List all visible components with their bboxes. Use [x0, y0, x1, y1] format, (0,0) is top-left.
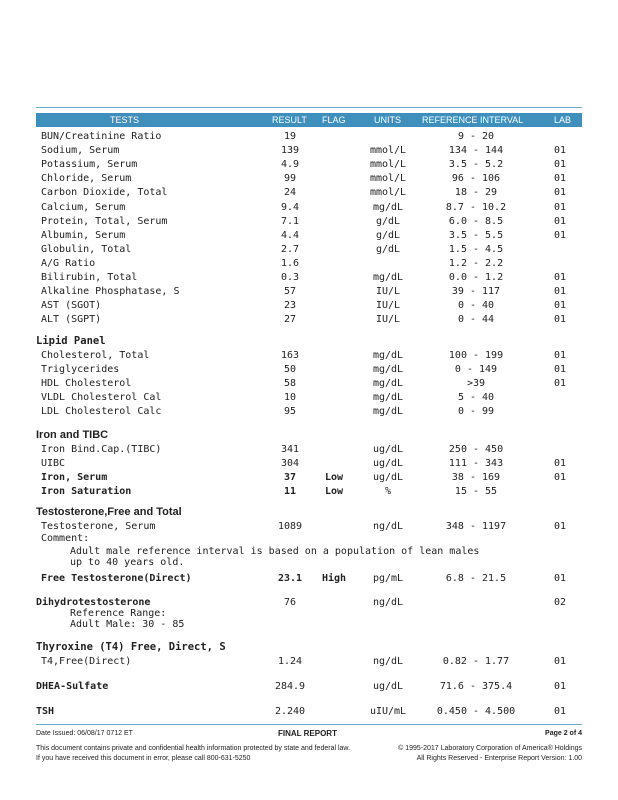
units: g/dL [375, 243, 401, 255]
table-row [36, 257, 582, 270]
test-name: Iron, Serum [41, 472, 108, 484]
header-tests: TESTS [110, 115, 140, 125]
table-row [36, 243, 582, 256]
result-value: 139 [280, 145, 300, 157]
reference-range-label: Reference Range: [70, 608, 167, 619]
units: mmol/L [369, 173, 407, 185]
test-name: Albumin, Serum [41, 229, 126, 241]
flag: Low [324, 472, 344, 484]
comment-line: up to 40 years old. [70, 557, 185, 568]
table-row [36, 520, 582, 533]
reference-interval: 0.450 - 4.500 [436, 706, 516, 717]
test-name: Potassium, Serum [41, 159, 138, 171]
rights-notice: All Rights Reserved - Enterprise Report Version: 1.00 [416, 755, 582, 762]
lab-code: 01 [553, 272, 567, 283]
result-value: 4.9 [280, 159, 300, 171]
copyright-notice: © 1995-2017 Laboratory Corporation of America® Holdings [398, 745, 582, 752]
reference-interval: 0.0 - 1.2 [448, 272, 504, 283]
reference-interval: 18 - 29 [454, 187, 498, 199]
table-row [36, 391, 582, 404]
privacy-notice: This document contains private and confidential health information protected by state and federal law. [36, 745, 351, 752]
lab-code: 01 [553, 521, 567, 532]
reference-interval: 348 - 1197 [445, 521, 507, 532]
result-value: 19 [283, 131, 297, 142]
units: pg/mL [372, 573, 404, 584]
reference-interval: 111 - 343 [448, 458, 504, 470]
table-row [36, 201, 582, 214]
table-row [36, 705, 582, 718]
reference-interval: 3.5 - 5.2 [448, 159, 504, 171]
table-row [36, 215, 582, 228]
result-value: 23.1 [277, 573, 303, 584]
result-value: 9.4 [280, 201, 300, 213]
table-row [36, 457, 582, 470]
reference-interval: 0 - 44 [457, 314, 495, 326]
table-row [36, 377, 582, 390]
reference-interval: 1.5 - 4.5 [448, 243, 504, 255]
table-row [36, 471, 582, 484]
lab-code: 01 [553, 215, 567, 227]
result-value: 1.24 [277, 656, 303, 667]
table-row [36, 443, 582, 456]
reference-interval: 250 - 450 [448, 444, 504, 455]
reference-interval: 0 - 99 [457, 406, 495, 417]
result-value: 304 [280, 458, 300, 470]
test-name: Triglycerides [41, 364, 120, 375]
reference-interval: 96 - 106 [451, 173, 501, 185]
table-row [36, 572, 582, 585]
table-row [36, 285, 582, 298]
result-value: 58 [283, 378, 297, 389]
result-value: 0.3 [280, 272, 300, 283]
result-value: 27 [283, 314, 297, 326]
error-notice: If you have received this document in error, please call 800-631-5250 [36, 755, 251, 762]
units: mg/dL [372, 201, 404, 213]
lab-code: 01 [553, 145, 567, 157]
test-name: VLDL Cholesterol Cal [41, 392, 162, 403]
test-name: Globulin, Total [41, 243, 132, 255]
result-value: 50 [283, 364, 297, 375]
units: g/dL [375, 229, 401, 241]
result-value: 4.4 [280, 229, 300, 241]
section-title-lipid: Lipid Panel [36, 335, 106, 347]
reference-interval: 9 - 20 [457, 131, 495, 142]
test-name: Carbon Dioxide, Total [41, 187, 168, 199]
header-result: RESULT [272, 115, 307, 125]
units: mmol/L [369, 187, 407, 199]
result-value: 37 [283, 472, 297, 484]
lab-code: 01 [553, 201, 567, 213]
test-name: Cholesterol, Total [41, 350, 150, 361]
reference-interval: 134 - 144 [448, 145, 504, 157]
result-value: 23 [283, 300, 297, 312]
reference-interval: 8.7 - 10.2 [445, 201, 507, 213]
reference-interval: 1.2 - 2.2 [448, 257, 504, 269]
flag: High [321, 573, 347, 584]
units: IU/L [375, 314, 401, 326]
reference-interval: 15 - 55 [454, 486, 498, 498]
units: mg/dL [372, 364, 404, 375]
table-row [36, 271, 582, 284]
top-rule [36, 107, 582, 108]
reference-interval: 100 - 199 [448, 350, 504, 361]
reference-interval: 0.82 - 1.77 [442, 656, 510, 667]
table-row [36, 485, 582, 498]
reference-interval: 71.6 - 375.4 [439, 681, 513, 692]
test-name: T4,Free(Direct) [41, 656, 132, 667]
units: mg/dL [372, 392, 404, 403]
result-value: 2.7 [280, 243, 300, 255]
lab-code: 01 [553, 706, 567, 717]
test-name: Iron Bind.Cap.(TIBC) [41, 444, 162, 455]
result-value: 2.240 [274, 706, 306, 717]
table-row [36, 655, 582, 668]
result-value: 284.9 [274, 681, 306, 692]
table-row [36, 172, 582, 185]
test-name: BUN/Creatinine Ratio [41, 131, 162, 142]
table-row [36, 405, 582, 418]
table-row [36, 229, 582, 242]
reference-interval: 38 - 169 [451, 472, 501, 484]
result-value: 1.6 [280, 257, 300, 269]
comment-line: Adult male reference interval is based on a population of lean males [70, 546, 480, 557]
test-name: Testosterone, Serum [41, 521, 156, 532]
table-header [36, 113, 582, 127]
section-title-iron: Iron and TIBC [36, 429, 109, 441]
units: mg/dL [372, 350, 404, 361]
lab-code: 01 [553, 573, 567, 584]
lab-code: 01 [553, 472, 567, 484]
section-title-dht: Dihydrotestosterone [36, 597, 151, 608]
result-value: 57 [283, 286, 297, 298]
test-name: UIBC [41, 458, 66, 470]
table-row [36, 186, 582, 199]
header-lab: LAB [554, 115, 572, 125]
reference-interval: >39 [466, 378, 486, 389]
test-name: Protein, Total, Serum [41, 215, 168, 227]
table-row [36, 680, 582, 693]
units: mmol/L [369, 159, 407, 171]
lab-code: 01 [553, 458, 567, 470]
test-name: A/G Ratio [41, 257, 96, 269]
section-title-thyroxine: Thyroxine (T4) Free, Direct, S [36, 641, 226, 653]
table-row [36, 363, 582, 376]
table-row [36, 313, 582, 326]
units: ug/dL [372, 444, 404, 455]
units: % [384, 486, 392, 498]
result-value: 99 [283, 173, 297, 185]
units: mg/dL [372, 406, 404, 417]
lab-code: 01 [553, 350, 567, 361]
units: ng/dL [372, 656, 404, 667]
section-title-testosterone: Testosterone,Free and Total [36, 506, 182, 518]
date-issued: Date Issued: 06/08/17 0712 ET [36, 730, 133, 737]
units: mg/dL [372, 378, 404, 389]
page-number: Page 2 of 4 [545, 730, 582, 737]
reference-interval: 3.5 - 5.5 [448, 229, 504, 241]
result-value: 76 [283, 597, 297, 608]
table-row [36, 299, 582, 312]
header-reference: REFERENCE INTERVAL [422, 115, 524, 125]
footer-rule [36, 724, 582, 725]
result-value: 11 [283, 486, 297, 498]
result-value: 95 [283, 406, 297, 417]
units: ug/dL [372, 458, 404, 470]
units: mg/dL [372, 272, 404, 283]
units: ug/dL [372, 472, 404, 484]
test-name: AST (SGOT) [41, 300, 102, 312]
test-name: TSH [36, 706, 55, 717]
lab-code: 01 [553, 286, 567, 298]
result-value: 7.1 [280, 215, 300, 227]
lab-code: 01 [553, 314, 567, 326]
lab-code: 01 [553, 378, 567, 389]
result-value: 341 [280, 444, 300, 455]
lab-code: 01 [553, 187, 567, 199]
test-name: Iron Saturation [41, 486, 132, 498]
reference-interval: 0 - 40 [457, 300, 495, 312]
reference-interval: 6.0 - 8.5 [448, 215, 504, 227]
reference-interval: 5 - 40 [457, 392, 495, 403]
header-units: UNITS [374, 115, 401, 125]
reference-interval: 0 - 149 [454, 364, 498, 375]
table-row [36, 144, 582, 157]
lab-code: 01 [553, 229, 567, 241]
result-value: 24 [283, 187, 297, 199]
lab-code: 02 [553, 597, 567, 608]
flag: Low [324, 486, 344, 498]
test-name: Sodium, Serum [41, 145, 120, 157]
units: IU/L [375, 286, 401, 298]
units: IU/L [375, 300, 401, 312]
reference-interval: 39 - 117 [451, 286, 501, 298]
units: mmol/L [369, 145, 407, 157]
lab-code: 01 [553, 173, 567, 185]
test-name: LDL Cholesterol Calc [41, 406, 162, 417]
units: ng/dL [372, 521, 404, 532]
table-row [36, 349, 582, 362]
lab-code: 01 [553, 364, 567, 375]
result-value: 163 [280, 350, 300, 361]
test-name: HDL Cholesterol [41, 378, 132, 389]
units: ng/dL [372, 597, 404, 608]
test-name: Free Testosterone(Direct) [41, 573, 192, 584]
comment-label: Comment: [41, 533, 90, 544]
reference-interval: 6.8 - 21.5 [445, 573, 507, 584]
table-row [36, 158, 582, 171]
test-name: ALT (SGPT) [41, 314, 102, 326]
test-name: Calcium, Serum [41, 201, 126, 213]
lab-code: 01 [553, 300, 567, 312]
test-name: Chloride, Serum [41, 173, 132, 185]
header-flag: FLAG [322, 115, 346, 125]
final-report-label: FINAL REPORT [278, 729, 337, 738]
units: ug/dL [372, 681, 404, 692]
reference-range-line: Adult Male: 30 - 85 [70, 619, 185, 630]
result-value: 1089 [277, 521, 303, 532]
table-row [36, 130, 582, 143]
lab-code: 01 [553, 656, 567, 667]
lab-code: 01 [553, 681, 567, 692]
lab-code: 01 [553, 159, 567, 171]
test-name: Alkaline Phosphatase, S [41, 286, 180, 298]
result-value: 10 [283, 392, 297, 403]
units: uIU/mL [369, 706, 407, 717]
test-name: Bilirubin, Total [41, 272, 138, 283]
test-name: DHEA-Sulfate [36, 681, 109, 692]
units: g/dL [375, 215, 401, 227]
